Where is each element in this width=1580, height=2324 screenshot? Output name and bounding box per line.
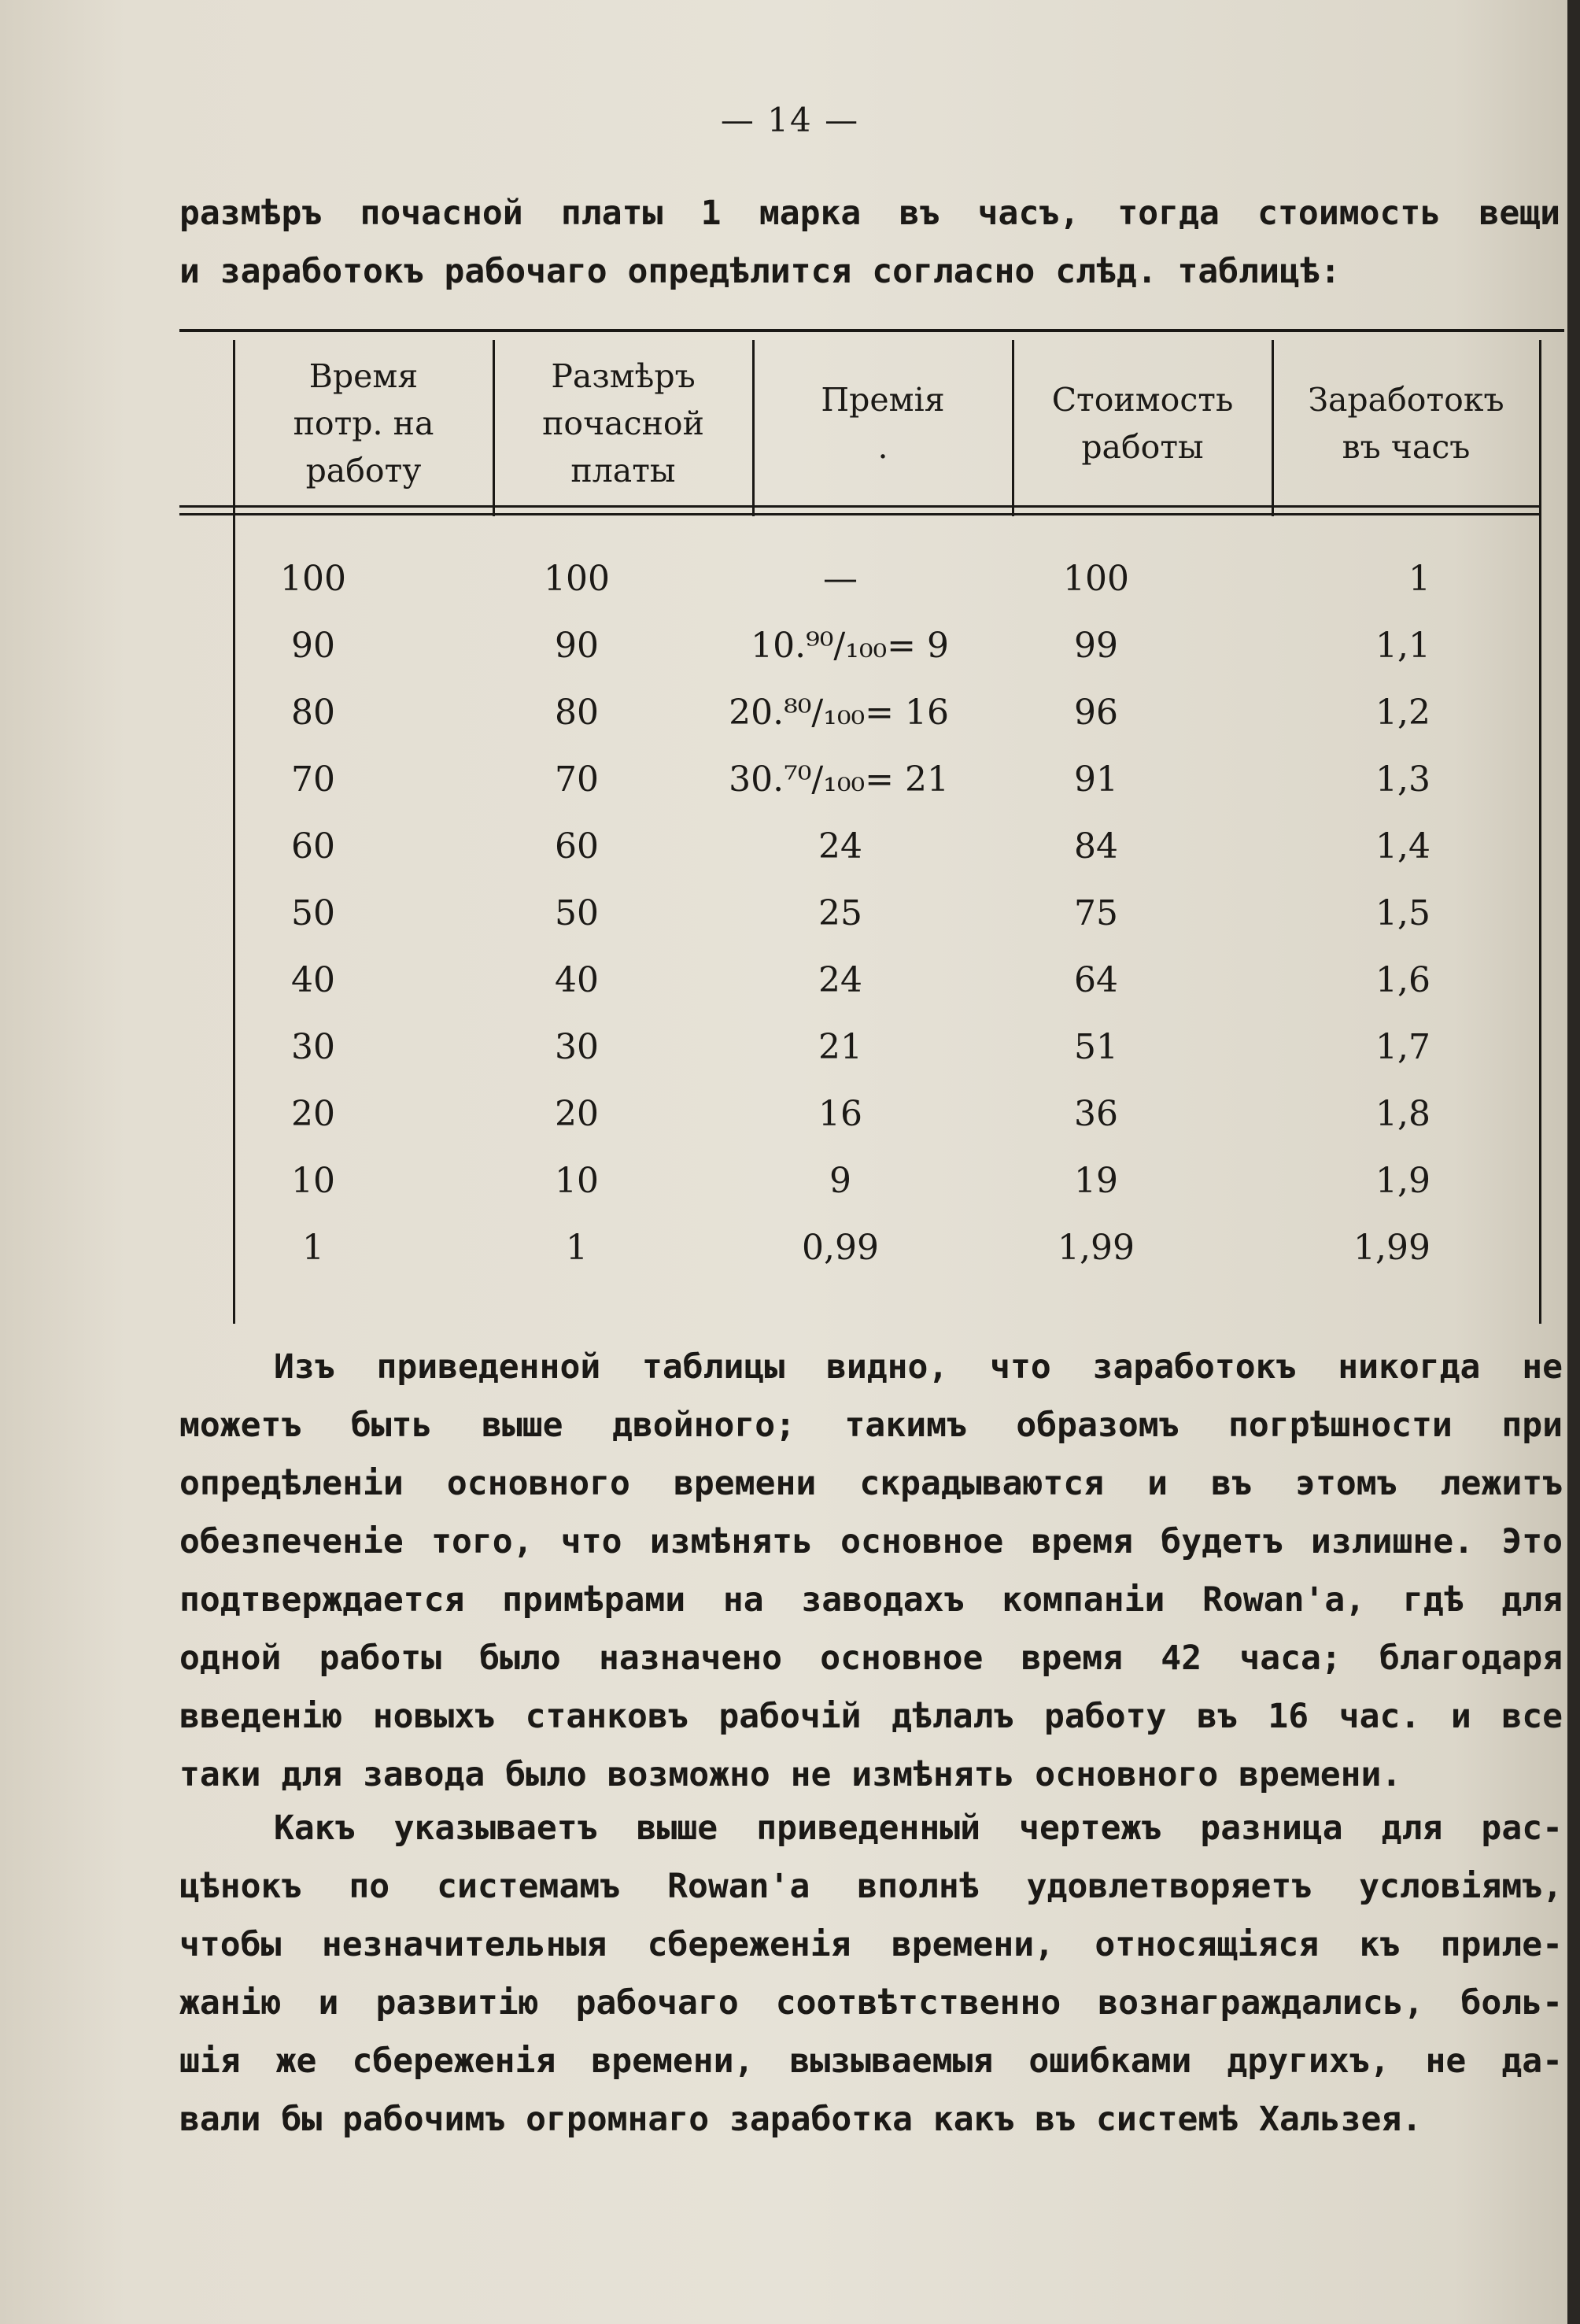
table-row	[179, 545, 1541, 612]
text-line: Изъ приведенной таблицы видно, что заработокъ никогда не	[274, 1347, 1563, 1387]
cell-cost: 84	[1074, 826, 1118, 866]
table-row	[179, 1014, 1541, 1081]
cell-cost: 99	[1074, 626, 1118, 666]
cell-hourly-rate: 60	[555, 826, 599, 866]
cell-premium: 24	[818, 960, 862, 1000]
cell-hourly-rate: 90	[555, 626, 599, 666]
table-row	[179, 746, 1541, 813]
text-line: введенію новыхъ станковъ рабочій дѣлалъ работу въ 16 час. и все	[179, 1697, 1563, 1736]
cell-earnings: 1,7	[1375, 1027, 1430, 1067]
cell-premium: 21	[818, 1027, 862, 1067]
cell-hourly-rate: 50	[555, 893, 599, 933]
page-edge-shadow	[1567, 0, 1580, 2324]
cell-cost: 100	[1063, 559, 1129, 599]
table-top-rule	[179, 329, 1564, 332]
table-row	[179, 880, 1541, 947]
cell-cost: 36	[1074, 1094, 1118, 1134]
table-row	[179, 679, 1541, 746]
cell-time: 100	[280, 559, 346, 599]
table-body	[179, 545, 1541, 1281]
cell-hourly-rate: 1	[566, 1228, 588, 1268]
table-row	[179, 947, 1541, 1014]
cell-time: 40	[291, 960, 335, 1000]
cell-time: 70	[291, 759, 335, 800]
cell-earnings: 1,2	[1375, 693, 1430, 733]
cell-time: 10	[291, 1161, 335, 1201]
header-hourly-rate: Размѣръ почасной платы	[542, 357, 704, 490]
cell-premium: —	[823, 559, 858, 599]
cell-cost: 91	[1074, 759, 1118, 800]
paragraph-2	[179, 1799, 1563, 2148]
cell-time: 1	[302, 1228, 324, 1268]
table-row	[179, 813, 1541, 880]
paragraph-1	[179, 1338, 1563, 1804]
header-premium: Премія .	[821, 381, 945, 466]
text-line: опредѣленіи основного времени скрадываются и въ этомъ лежитъ	[179, 1464, 1563, 1503]
text-line: одной работы было назначено основное время 42 часа; благодаря	[179, 1639, 1563, 1678]
cell-hourly-rate: 20	[555, 1094, 599, 1134]
cell-premium: 9	[829, 1161, 851, 1201]
text-line: вали бы рабочимъ огромнаго заработка какъ въ системѣ Хальзея.	[179, 2100, 1423, 2139]
text-line: чтобы незначительныя сбереженія времени, относящіяся къ приле-	[179, 1925, 1563, 1964]
intro-text	[179, 184, 1560, 301]
cell-cost: 51	[1074, 1027, 1118, 1067]
text-line: подтверждается примѣрами на заводахъ компаніи Rowan'а, гдѣ для	[179, 1580, 1563, 1620]
text-line: шія же сбереженія времени, вызываемыя ошибками другихъ, не да-	[179, 2041, 1563, 2081]
text-line: Какъ указываетъ выше приведенный чертежъ разница для рас-	[274, 1809, 1563, 1848]
cell-premium: 10.⁹⁰/₁₀₀= 9	[751, 626, 949, 666]
cell-time: 90	[291, 626, 335, 666]
cell-premium: 16	[818, 1094, 862, 1134]
cell-earnings: 1,8	[1375, 1094, 1430, 1134]
text-line: размѣръ почасной платы 1 марка въ часъ, тогда стоимость вещи	[179, 194, 1560, 233]
text-line: таки для завода было возможно не измѣнять основного времени.	[179, 1755, 1402, 1794]
cell-earnings: 1	[1408, 559, 1430, 599]
cell-premium: 25	[818, 893, 862, 933]
table-row	[179, 1147, 1541, 1214]
cell-time: 30	[291, 1027, 335, 1067]
cell-premium: 20.⁸⁰/₁₀₀= 16	[729, 693, 949, 733]
cell-earnings: 1,1	[1375, 626, 1430, 666]
cell-earnings: 1,5	[1375, 893, 1430, 933]
text-line: можетъ быть выше двойного; такимъ образомъ погрѣшности при	[179, 1406, 1563, 1445]
cell-earnings: 1,6	[1375, 960, 1430, 1000]
text-line: цѣнокъ по системамъ Rowan'а вполнѣ удовлетворяетъ условіямъ,	[179, 1867, 1563, 1906]
text-line: жанію и развитію рабочаго соотвѣтственно вознаграждались, боль-	[179, 1983, 1563, 2023]
cell-hourly-rate: 100	[544, 559, 610, 599]
cell-time: 50	[291, 893, 335, 933]
cell-time: 60	[291, 826, 335, 866]
header-rule	[179, 513, 1541, 515]
header-earnings: Заработокъ въ часъ	[1308, 381, 1504, 466]
cell-premium: 30.⁷⁰/₁₀₀= 21	[729, 759, 949, 800]
cell-cost: 1,99	[1058, 1228, 1135, 1268]
table-row	[179, 1214, 1541, 1281]
cell-earnings: 1,3	[1375, 759, 1430, 800]
cell-hourly-rate: 70	[555, 759, 599, 800]
cell-time: 80	[291, 693, 335, 733]
cell-earnings: 1,4	[1375, 826, 1430, 866]
page-number: — 14 —	[720, 101, 860, 139]
cell-time: 20	[291, 1094, 335, 1134]
earnings-table	[179, 329, 1541, 1313]
cell-hourly-rate: 40	[555, 960, 599, 1000]
cell-premium: 24	[818, 826, 862, 866]
table-row	[179, 1081, 1541, 1147]
table-row	[179, 612, 1541, 679]
cell-hourly-rate: 10	[555, 1161, 599, 1201]
header-time: Время потр. на работу	[293, 357, 434, 490]
cell-cost: 19	[1074, 1161, 1118, 1201]
header-rule	[179, 505, 1541, 508]
cell-earnings: 1,9	[1375, 1161, 1430, 1201]
text-line: и заработокъ рабочаго опредѣлится согласно слѣд. таблицѣ:	[179, 252, 1341, 291]
cell-premium: 0,99	[802, 1228, 879, 1268]
cell-hourly-rate: 80	[555, 693, 599, 733]
cell-earnings: 1,99	[1353, 1228, 1430, 1268]
cell-cost: 64	[1074, 960, 1118, 1000]
header-cost: Стоимость работы	[1051, 381, 1234, 466]
text-line: обезпеченіе того, что измѣнять основное время будетъ излишне. Это	[179, 1522, 1563, 1561]
cell-cost: 75	[1074, 893, 1118, 933]
cell-cost: 96	[1074, 693, 1118, 733]
cell-hourly-rate: 30	[555, 1027, 599, 1067]
